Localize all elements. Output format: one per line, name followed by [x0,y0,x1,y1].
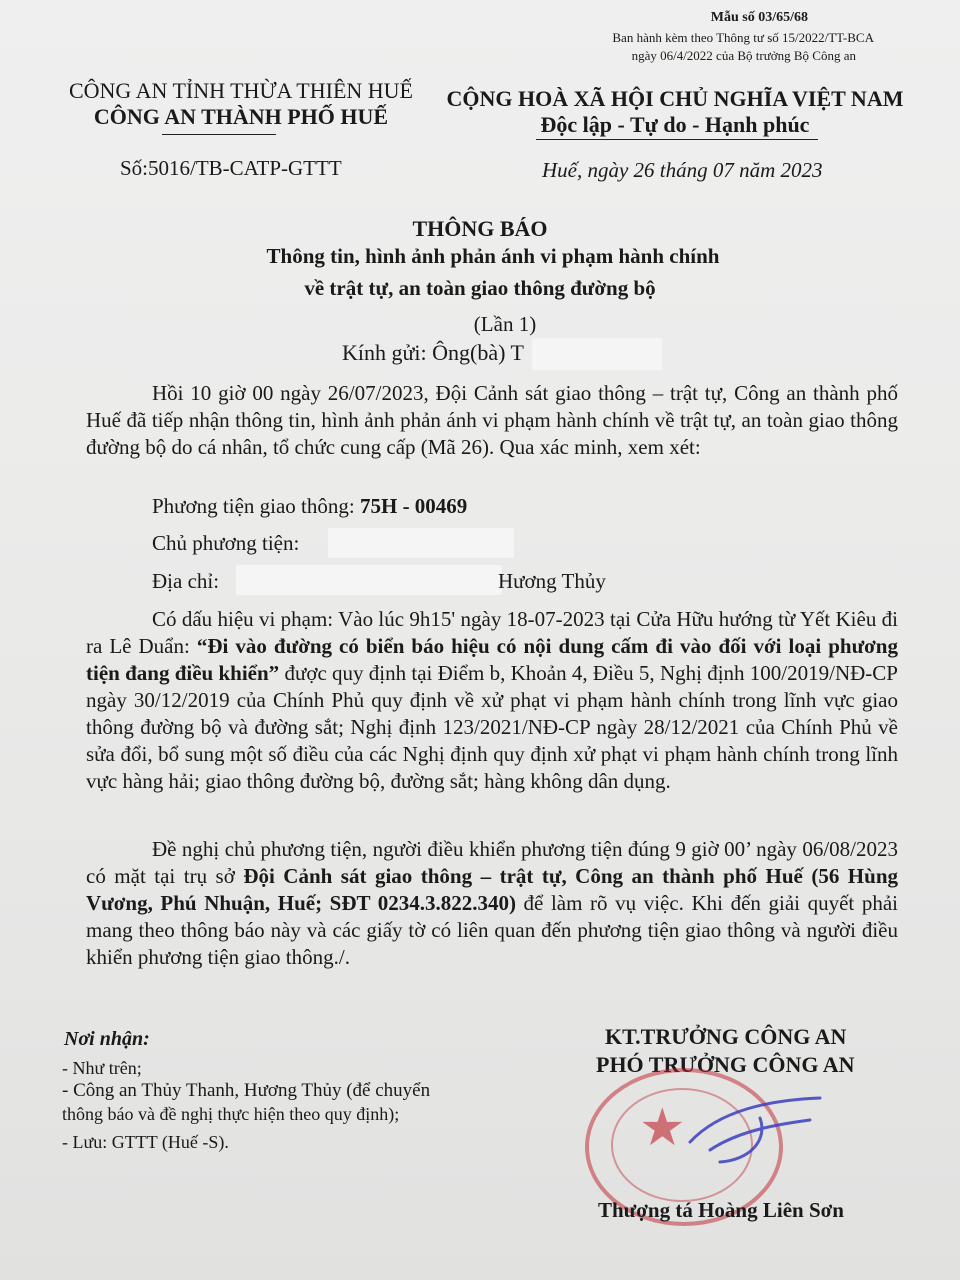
nation-motto: Độc lập - Tự do - Hạnh phúc [540,112,810,137]
redaction-owner [328,528,514,558]
vehicle-plate-label: Phương tiện giao thông: [152,494,360,518]
address-label: Địa chỉ: [152,569,220,593]
motto-underline [536,139,818,140]
form-issued-with: Ban hành kèm theo Thông tư số 15/2022/TT-BCA [612,30,874,45]
issuer-underline [162,134,276,135]
form-issued-date: ngày 06/4/2022 của Bộ trưởng Bộ Công an [631,48,856,63]
violation-lead: Có dấu hiệu vi phạm: Vào lúc 9h15' ngày 18-07-2023 tại Cửa Hữu hướng từ Yết Kiêu đi ra Lê Duẩn: [86,607,898,658]
issuer-city: CÔNG AN THÀNH PHỐ HUẾ [93,104,389,129]
request-office: Đội Cảnh sát giao thông – trật tự, Công an thành phố Huế (56 Hùng Vương, Phú Nhuận, Huế; SĐT 0234.3.822.340) [86,864,898,915]
recipients-item: - Công an Thủy Thanh, Hương Thủy (để chuyển [62,1080,431,1101]
document-number: Số:5016/TB-CATP-GTTT [120,156,342,180]
violation-legal-basis: được quy định tại Điểm b, Khoản 4, Điều 5, Nghị định 100/2019/NĐ-CP ngày 30/12/2019 của Chính Phủ quy định về xử phạt vi phạm hành chính trong lĩnh vực giao thông đường bộ và đường sắt; Nghị định 123/2021/NĐ-CP ngày 28/12/2021 của Chính Phủ về sửa đổi, bổ sung một số điều của các Nghị định quy định xử phạt vi phạm hành chính trong lĩnh vực hàng hải; giao thông đường bộ, đường sắt; hàng không dân dụng. [86,661,898,793]
recipient-salutation: Kính gửi: Ông(bà) T [342,340,524,365]
notice-round: (Lần 1) [473,312,537,336]
redaction-address [236,565,502,595]
redaction-recipient [532,338,662,370]
nation-title: CỘNG HOÀ XÃ HỘI CHỦ NGHĨA VIỆT NAM [446,86,904,111]
vehicle-plate-value: 75H - 00469 [359,494,468,518]
request-lead: Đề nghị chủ phương tiện, người điều khiển phương tiện đúng 9 giờ 00’ ngày 06/08/2023 có mặt tại trụ sở [86,837,898,888]
signer-name: Thượng tá Hoàng Liên Sơn [598,1198,844,1222]
request-paragraph [86,836,898,971]
document-subtitle-2: về trật tự, an toàn giao thông đường bộ [304,276,656,300]
seal-star-icon: ★ [639,1100,686,1157]
handwritten-signature [650,1080,830,1170]
recipients-item: - Như trên; [62,1058,142,1078]
document-subtitle-1: Thông tin, hình ảnh phản ánh vi phạm hành chính [266,244,720,268]
form-code: Mẫu số 03/65/68 [710,10,808,25]
violation-description: “Đi vào đường có biển báo hiệu có nội dung cấm đi vào đối với loại phương tiện đang điều khiển” [86,634,898,685]
document-title: THÔNG BÁO [412,216,548,241]
intro-text: Hồi 10 giờ 00 ngày 26/07/2023, Đội Cảnh sát giao thông – trật tự, Công an thành phố Huế đã tiếp nhận thông tin, hình ảnh phản ánh vi phạm hành chính về trật tự, an toàn giao thông đường bộ do cá nhân, tổ chức cung cấp (Mã 26). Qua xác minh, xem xét: [86,381,898,459]
vehicle-plate-row [152,494,467,519]
recipients-item: thông báo và đề nghị thực hiện theo quy định); [62,1104,400,1124]
recipients-heading: Nơi nhận: [64,1028,150,1050]
intro-paragraph [86,380,898,461]
request-rest: để làm rõ vụ việc. Khi đến giải quyết phải mang theo thông báo này và các giấy tờ có liên quan đến phương tiện giao thông và người điều khiển phương tiện giao thông./. [86,891,898,969]
vehicle-owner-label: Chủ phương tiện: [152,531,300,555]
place-date: Huế, ngày 26 tháng 07 năm 2023 [542,158,823,182]
address-district: Hương Thủy [498,569,606,593]
violation-paragraph [86,606,898,795]
signer-title-1: KT.TRƯỞNG CÔNG AN [605,1024,847,1049]
issuer-province: CÔNG AN TỈNH THỪA THIÊN HUẾ [68,78,413,103]
recipients-item: - Lưu: GTTT (Huế -S). [62,1132,229,1152]
signer-title-2: PHÓ TRƯỞNG CÔNG AN [596,1052,855,1077]
